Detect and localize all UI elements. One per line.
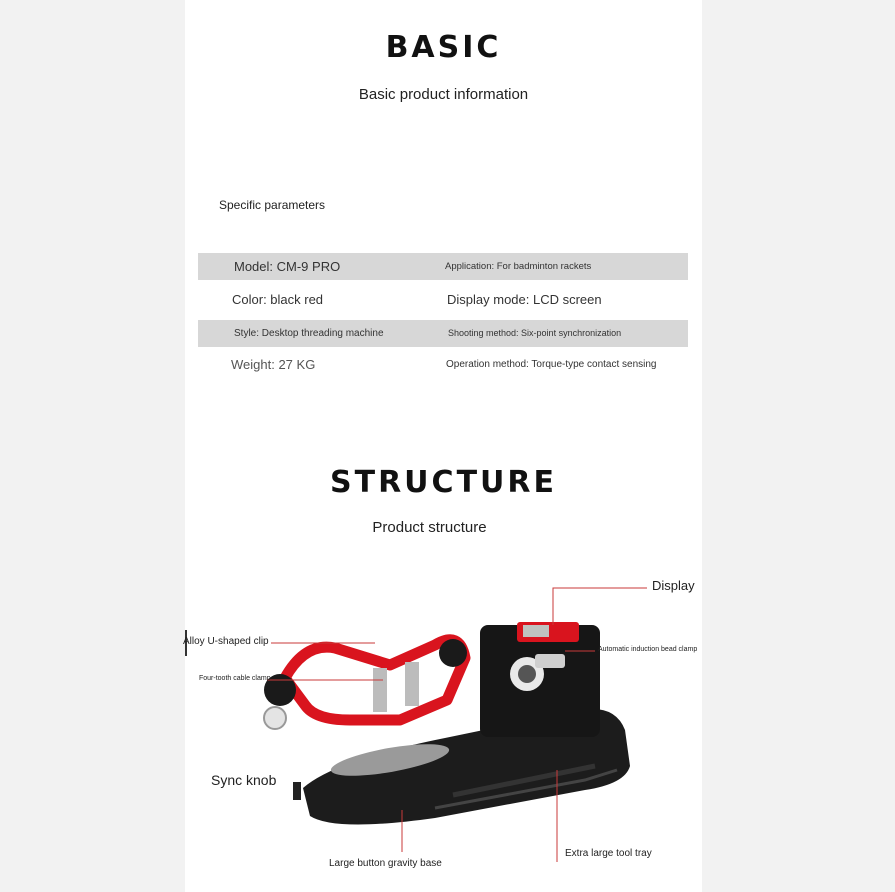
spec-left: Style: Desktop threading machine xyxy=(234,328,384,339)
spec-row xyxy=(198,351,688,378)
structure-subtitle: Product structure xyxy=(372,519,487,536)
spec-row xyxy=(198,320,688,347)
spec-right: Operation method: Torque-type contact sensing xyxy=(446,359,657,370)
left-clamp xyxy=(373,668,387,712)
callout-alloy-clip: Alloy U-shaped clip xyxy=(183,636,269,647)
specs-label: Specific parameters xyxy=(219,198,326,212)
stringing-machine-illustration xyxy=(185,570,702,892)
callout-tool-tray: Extra large tool tray xyxy=(565,848,652,859)
dial-center xyxy=(518,665,536,683)
callout-four-tooth: Four-tooth cable clamp xyxy=(199,675,271,682)
callout-display: Display xyxy=(652,578,695,593)
control-buttons xyxy=(535,654,565,668)
lcd-screen xyxy=(523,625,549,637)
callout-sync-knob: Sync knob xyxy=(211,772,277,788)
spec-left: Weight: 27 KG xyxy=(231,357,316,372)
spec-left: Color: black red xyxy=(232,292,324,307)
callout-base: Large button gravity base xyxy=(329,858,442,869)
structure-title: STRUCTURE xyxy=(330,465,557,500)
basic-subtitle: Basic product information xyxy=(358,86,529,103)
spec-right: Shooting method: Six-point synchronization xyxy=(448,328,622,338)
spec-right: Display mode: LCD screen xyxy=(447,292,602,307)
foot xyxy=(293,782,301,800)
product-sheet xyxy=(185,0,702,892)
right-post xyxy=(439,639,467,667)
right-clamp xyxy=(405,662,419,706)
display-leader xyxy=(553,588,647,625)
spec-row xyxy=(198,253,688,280)
sync-knob xyxy=(264,707,286,729)
spec-left: Model: CM-9 PRO xyxy=(234,259,341,274)
callout-auto-clamp: Automatic induction bead clamp xyxy=(598,646,698,653)
spec-right: Application: For badminton rackets xyxy=(445,261,592,272)
spec-row xyxy=(198,286,688,313)
basic-title: BASIC xyxy=(385,30,502,65)
